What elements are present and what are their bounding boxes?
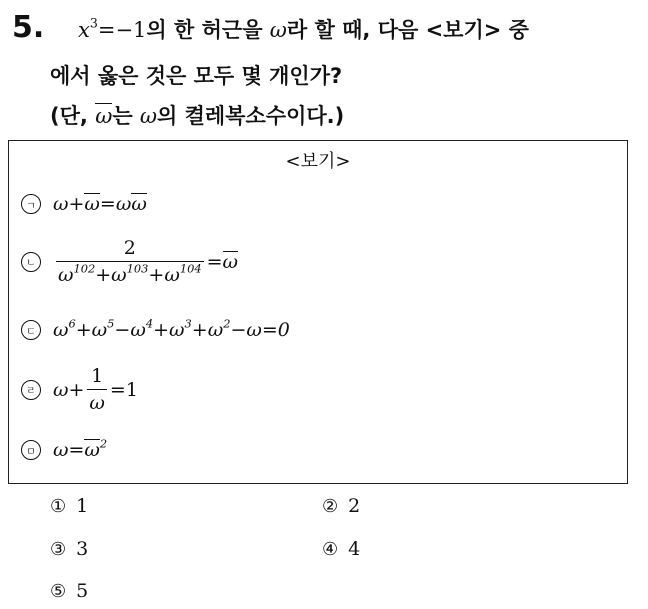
bogi-title: <보기> [285,151,351,172]
item-marker: ㄹ [21,380,41,400]
item-marker: ㄷ [21,320,41,340]
item-expression: $\omega^6+\omega^5-\omega^4+\omega^3+\omega^2-\omega=0$ [53,316,290,341]
bogi-item-a [21,193,147,215]
fraction: $\frac{2}{\omega^{102}+\omega^{103}+\omega^{104}}$ [58,237,202,286]
choice-5[interactable]: ⑤ 5 [50,580,89,602]
item-marker: ㄴ [21,252,41,272]
item-marker: ㄱ [21,194,41,214]
choice-3[interactable]: ③ 3 [50,538,89,560]
choice-4[interactable]: ④ 4 [322,538,361,560]
question-stem-line-2: 에서 옳은 것은 모두 몇 개인가? [50,64,343,88]
item-expression: $\omega=\omega^2$ [53,436,108,461]
fraction: $\frac{1}{\omega}$ [89,365,105,414]
question-stem-line-1: $x^3=-1$의 한 허근을 ω라 할 때, 다음 <보기> 중 [78,15,529,42]
bogi-box [8,140,628,484]
question-stem-line-3: (단, ω는 ω의 켤레복소수이다.) [50,104,345,128]
bogi-item-b: ㄴ $\frac{2}{\omega^{102}+\omega^{103}+\omega^{104}}$ =ω [21,237,238,286]
bogi-item-d: ㄹ ω+ $\frac{1}{\omega}$ =1 [21,365,138,414]
item-expression: ω+ω=ωω [53,193,147,215]
choice-1[interactable]: ① 1 [50,495,89,517]
question-number: 5. [12,10,45,45]
bogi-item-c [21,316,290,341]
bogi-item-e [21,436,108,461]
item-marker: ㅁ [21,440,41,460]
choice-2[interactable]: ② 2 [322,495,361,517]
